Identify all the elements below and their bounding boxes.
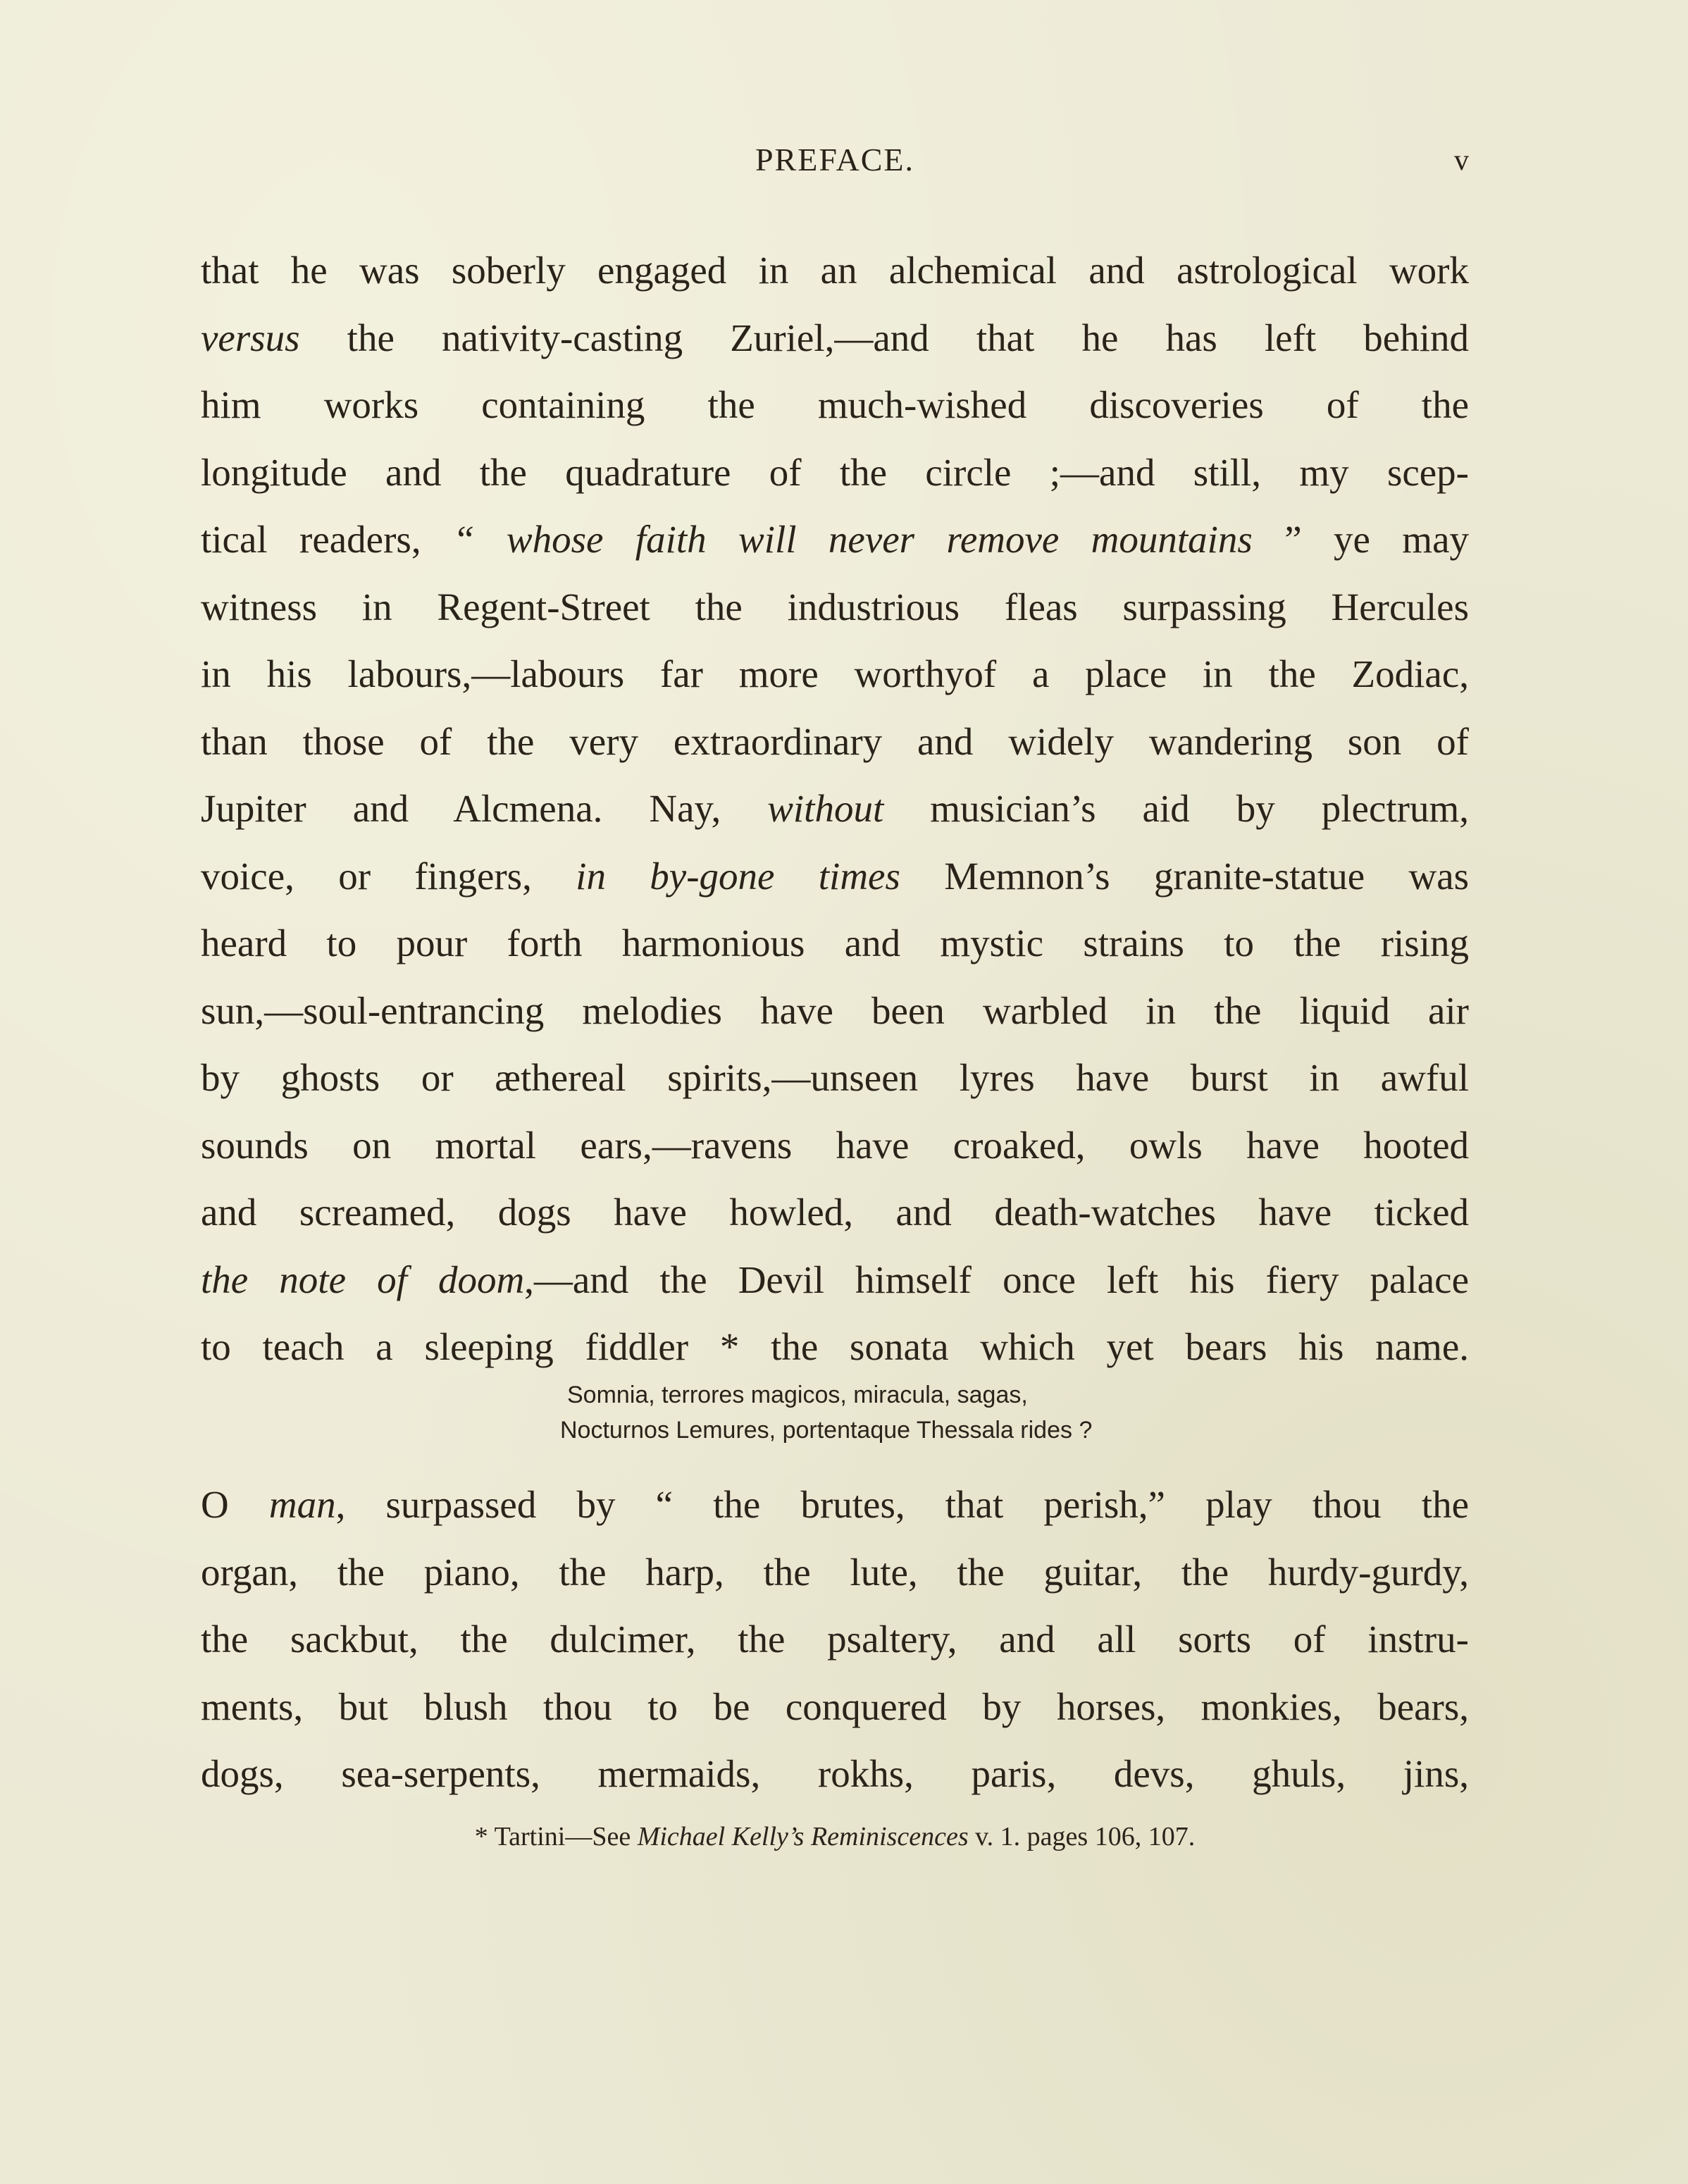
footnote-reference: v. 1. pages 106, 107. (968, 1822, 1196, 1851)
text-line: dogs, sea-serpents, mermaids, rokhs, paris, devs, ghuls, jins, (201, 1752, 1469, 1795)
text-line: heard to pour forth harmonious and mystic strains to the rising (201, 922, 1469, 964)
text-line: versus the nativity-casting Zuriel,—and that he has left behind (201, 316, 1469, 359)
text-line: tical readers, “ whose faith will never remove mountains ” ye may (201, 518, 1470, 561)
text-line: the sackbut, the dulcimer, the psaltery, and all sorts of instru- (201, 1618, 1469, 1661)
text-line: than those of the very extraordinary and widely wandering son of (201, 719, 1469, 763)
text-line: O man, surpassed by “ the brutes, that perish,” play thou the (201, 1483, 1469, 1526)
quote-line: Nocturnos Lemures, portentaque Thessala rides ? (560, 1417, 1093, 1444)
text-line: by ghosts or æthereal spirits,—unseen lyres have burst in awful (201, 1056, 1469, 1099)
text-line: the note of doom,—and the Devil himself once left his fiery palace (201, 1258, 1469, 1301)
text-line: sounds on mortal ears,—ravens have croaked, owls have hooted (201, 1123, 1469, 1167)
latin-quotation (201, 1377, 1469, 1448)
text-line: ments, but blush thou to be conquered by horses, monkies, bears, (201, 1684, 1469, 1728)
text-line: that he was soberly engaged in an alchemical and astrological work (201, 249, 1469, 292)
body-text-top (201, 237, 1469, 1381)
text-line: longitude and the quadrature of the circle ;—and still, my scep- (201, 450, 1469, 494)
footnote-title: Michael Kelly’s Reminiscences (637, 1822, 969, 1851)
text-line: witness in Regent-Street the industrious fleas surpassing Hercules (201, 585, 1469, 628)
quote-line: Somnia, terrores magicos, miracula, sagas, (567, 1382, 1028, 1408)
footnote-marker: * Tartini—See (474, 1822, 638, 1851)
running-title: PREFACE. (755, 142, 915, 178)
text-line: in his labours,—labours far more worthyof a place in the Zodiac, (201, 652, 1469, 695)
text-line: sun,—soul-entrancing melodies have been warbled in the liquid air (201, 988, 1469, 1032)
body-text-bottom (201, 1471, 1469, 1808)
text-line: to teach a sleeping fiddler * the sonata which yet bears his name. (201, 1325, 1469, 1368)
running-head (201, 141, 1469, 190)
text-line: and screamed, dogs have howled, and death-watches have ticked (201, 1191, 1469, 1234)
text-line: Jupiter and Alcmena. Nay, without musician’s aid by plectrum, (201, 787, 1469, 830)
text-line: voice, or fingers, in by-gone times Memnon’s granite-statue was (201, 854, 1470, 898)
text-line: organ, the piano, the harp, the lute, the guitar, the hurdy-gurdy, (201, 1550, 1469, 1594)
footnote (201, 1821, 1469, 1852)
text-line: him works containing the much-wished discoveries of the (201, 383, 1469, 426)
page-number: v (1454, 144, 1469, 177)
